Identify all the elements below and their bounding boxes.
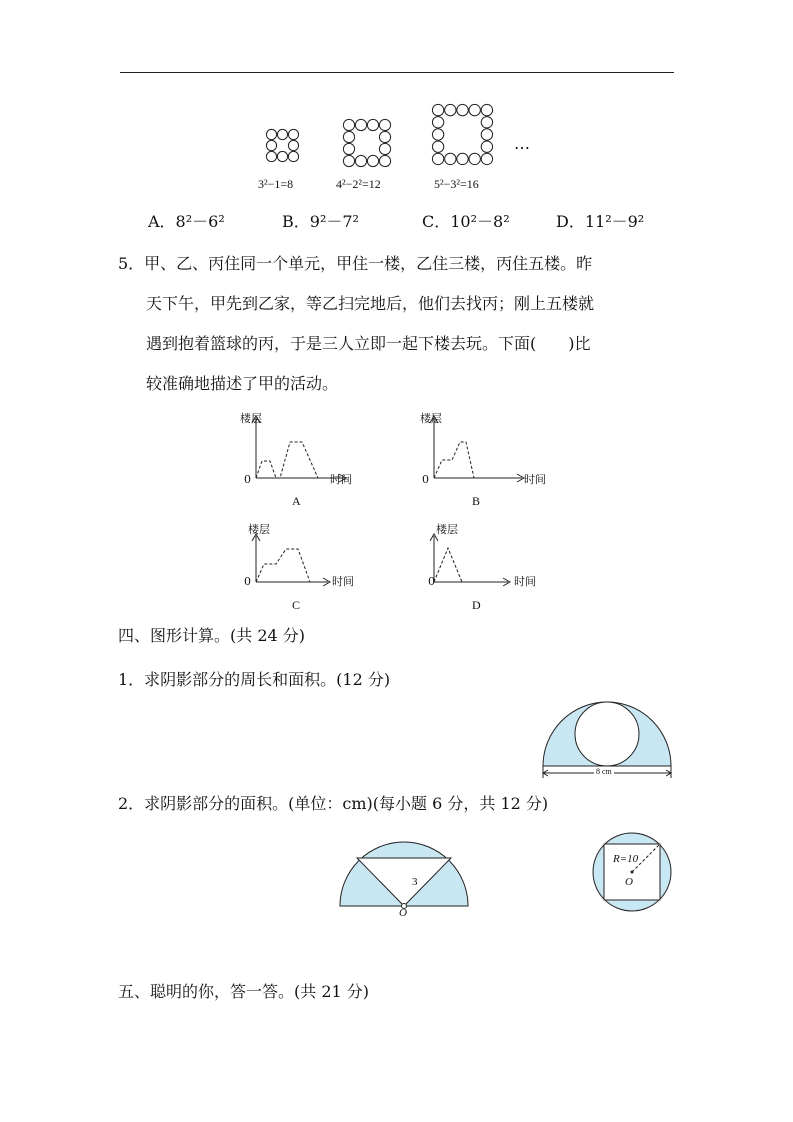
pattern-3-circle bbox=[445, 104, 456, 115]
pattern-2-circle bbox=[367, 119, 378, 130]
radius-label: R=10 bbox=[613, 853, 639, 865]
section-4-heading: 四、图形计算。(共 24 分) bbox=[118, 626, 306, 645]
pattern-3-circle bbox=[481, 104, 492, 115]
pattern-3-circle bbox=[432, 153, 443, 164]
pattern-3-circle bbox=[432, 129, 443, 140]
graph-a-ylabel: 楼层 bbox=[240, 412, 262, 425]
q5-line-1: 5．甲、乙、丙住同一个单元，甲住一楼，乙住三楼，丙住五楼。昨 bbox=[118, 254, 593, 273]
pattern-3-circle bbox=[481, 141, 492, 152]
graph-c-ylabel: 楼层 bbox=[248, 523, 270, 536]
option-d: D．11²－9² bbox=[556, 212, 645, 231]
pattern-caption-1: 3²−1=8 bbox=[258, 177, 294, 191]
circle-pattern-figure bbox=[0, 0, 793, 200]
q5-line-2: 天下午，甲先到乙家，等乙扫完地后，他们去找丙；刚上五楼就 bbox=[146, 294, 595, 313]
graph-d-ylabel: 楼层 bbox=[436, 523, 458, 536]
option-a: A．8²－6² bbox=[148, 212, 225, 231]
pattern-3-circle bbox=[469, 153, 480, 164]
graph-b-xlabel: 时间 bbox=[524, 473, 546, 486]
pattern-3-circle bbox=[457, 153, 468, 164]
graph-a-origin: 0 bbox=[244, 473, 251, 486]
pattern-2-circle bbox=[379, 119, 390, 130]
graph-d-xlabel: 时间 bbox=[514, 575, 536, 588]
pattern-1-circle bbox=[277, 129, 287, 139]
pattern-1-circle bbox=[277, 151, 287, 161]
graph-c-origin: 0 bbox=[244, 575, 251, 588]
pattern-2-circle bbox=[355, 119, 366, 130]
pattern-ellipsis: … bbox=[514, 134, 530, 153]
pattern-2-circle bbox=[343, 131, 354, 142]
graph-a-xlabel: 时间 bbox=[330, 473, 352, 486]
graph-c-letter: C bbox=[292, 598, 301, 612]
q5-line-4: 较准确地描述了甲的活动。 bbox=[146, 374, 339, 393]
section-4-problem-1: 1．求阴影部分的周长和面积。(12 分) bbox=[118, 670, 391, 689]
pattern-3-circle bbox=[469, 104, 480, 115]
pattern-2-circle bbox=[343, 143, 354, 154]
pattern-3-circle bbox=[457, 104, 468, 115]
graph-b-letter: B bbox=[472, 494, 481, 508]
pattern-1-circle bbox=[266, 140, 276, 150]
pattern-2-circle bbox=[343, 119, 354, 130]
circle-square-figure bbox=[588, 828, 678, 918]
graph-d-letter: D bbox=[472, 598, 481, 612]
pattern-caption-2: 4²−2²=12 bbox=[336, 177, 381, 191]
graph-c-xlabel: 时间 bbox=[332, 575, 354, 588]
graph-d-origin: 0 bbox=[428, 575, 435, 588]
semicircle-trapezoid-figure bbox=[334, 836, 474, 916]
pattern-3-circle bbox=[432, 104, 443, 115]
pattern-1-circle bbox=[266, 129, 276, 139]
pattern-1-circle bbox=[288, 129, 298, 139]
pattern-1-circle bbox=[288, 151, 298, 161]
option-c: C．10²－8² bbox=[422, 212, 510, 231]
section-4-problem-2: 2．求阴影部分的面积。(单位：cm)(每小题 6 分，共 12 分) bbox=[118, 794, 549, 813]
pattern-1-circle bbox=[288, 140, 298, 150]
circle-center-label: O bbox=[625, 876, 633, 888]
pattern-3-circle bbox=[481, 153, 492, 164]
pattern-2-circle bbox=[379, 155, 390, 166]
pattern-1-circle bbox=[266, 151, 276, 161]
pattern-3-circle bbox=[445, 153, 456, 164]
pattern-caption-3: 5²−3²=16 bbox=[434, 177, 479, 191]
pattern-2-circle bbox=[343, 155, 354, 166]
graph-b-ylabel: 楼层 bbox=[420, 412, 442, 425]
trapezoid-label-3: 3 bbox=[412, 876, 418, 888]
q5-line-3: 遇到抱着篮球的丙，于是三人立即一起下楼去玩。下面( )比 bbox=[146, 334, 591, 353]
option-b: B．9²－7² bbox=[282, 212, 359, 231]
semicircle-center-label: O bbox=[399, 907, 407, 919]
section-5-heading: 五、聪明的你，答一答。(共 21 分) bbox=[118, 982, 370, 1001]
pattern-3-circle bbox=[481, 129, 492, 140]
pattern-2-circle bbox=[379, 143, 390, 154]
pattern-3-circle bbox=[432, 117, 443, 128]
pattern-2-circle bbox=[355, 155, 366, 166]
pattern-2-circle bbox=[379, 131, 390, 142]
pattern-3-circle bbox=[481, 117, 492, 128]
pattern-2-circle bbox=[367, 155, 378, 166]
dimension-label-8cm: 8 cm bbox=[596, 767, 612, 776]
graph-a-letter: A bbox=[292, 494, 301, 508]
graph-b-origin: 0 bbox=[422, 473, 429, 486]
pattern-3-circle bbox=[432, 141, 443, 152]
